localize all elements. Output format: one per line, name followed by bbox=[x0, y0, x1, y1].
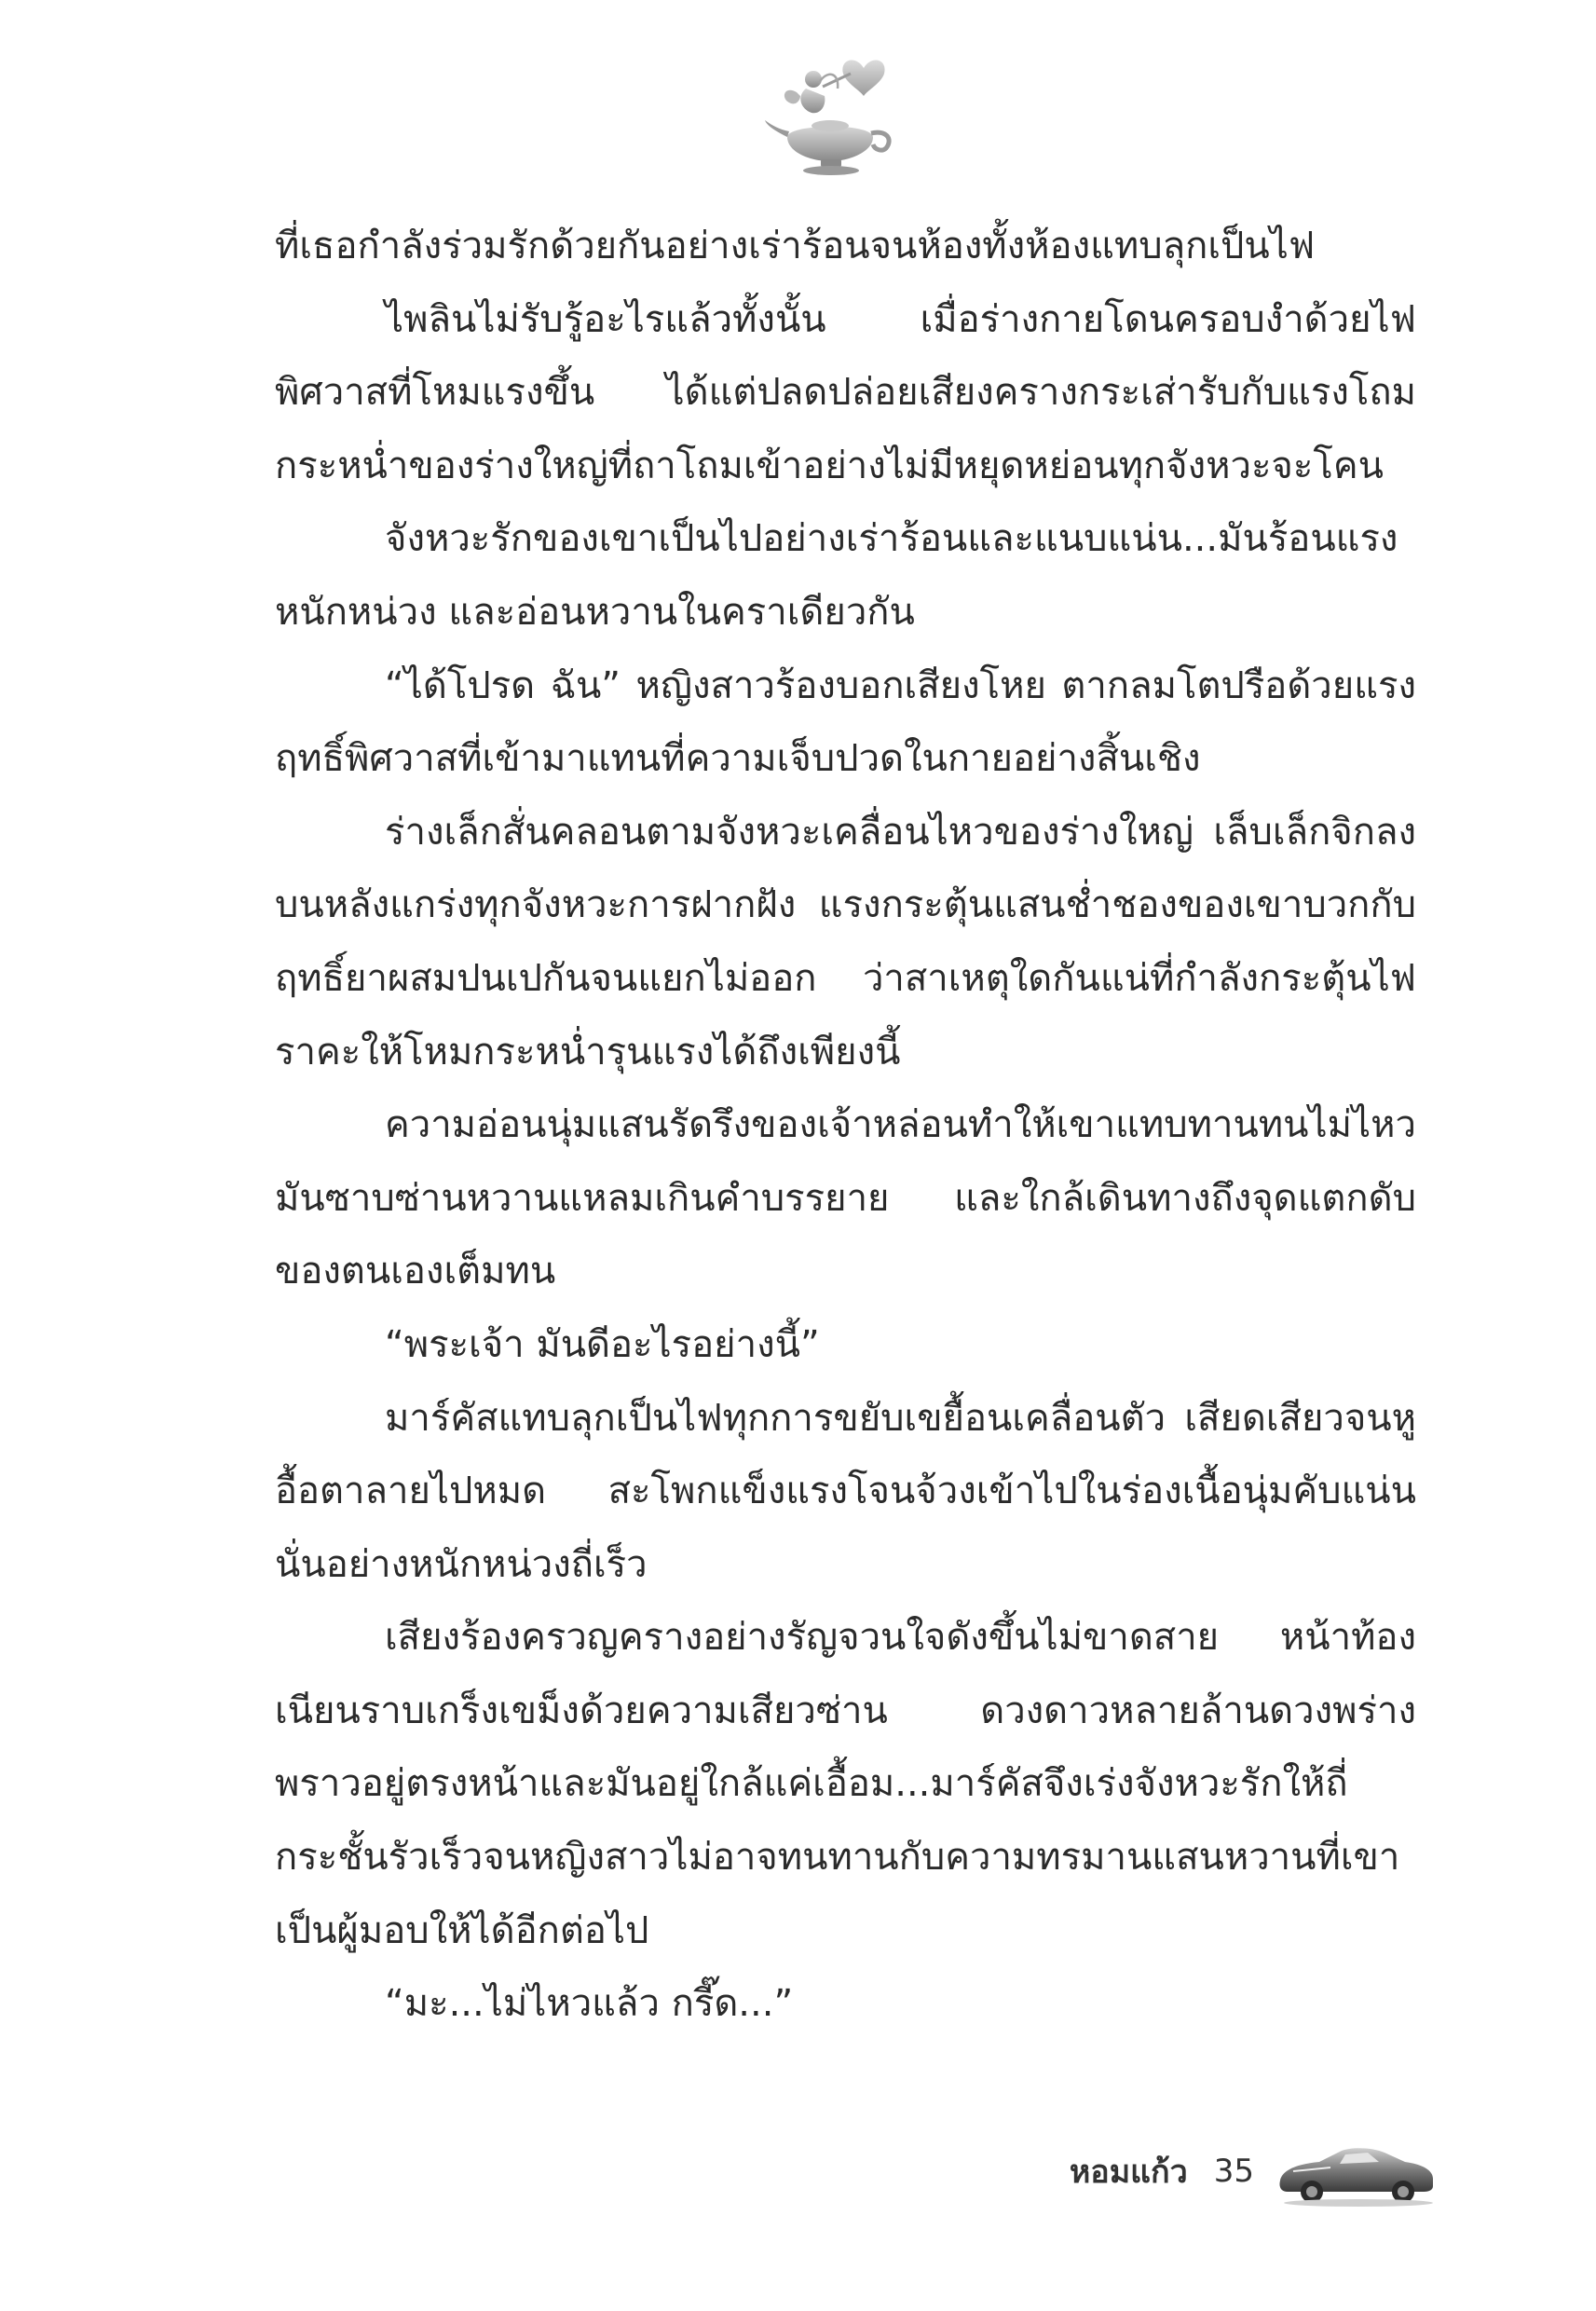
paragraph: “มะ...ไม่ไหวแล้ว กรี๊ด...” bbox=[385, 1982, 794, 2026]
paragraph: จังหวะรักของเขาเป็นไปอย่างเร่าร้อนและแนบแน่น...มันร้อนแรงหนักหน่วง และอ่อนหวานในคราเดียวกัน bbox=[275, 517, 1398, 634]
page-number: 35 bbox=[1213, 2153, 1254, 2190]
paragraph: ร่างเล็กสั่นคลอนตามจังหวะเคลื่อนไหวของร่างใหญ่ เล็บเล็กจิกลงบนหลังแกร่งทุกจังหวะการฝากฝัง แรงกระตุ้นแสนช่ำชองของเขาบวกกับฤทธิ์ยาผสมปนเปกันจนแยกไม่ออก ว่าสาเหตุใดกันแน่ที่กำลังกระตุ้นไฟราคะให้โหมกระหน่ำรุนแรงได้ถึงเพียงนี้ bbox=[275, 810, 1416, 1073]
paragraph: “พระเจ้า มันดีอะไรอย่างนี้” bbox=[385, 1322, 820, 1366]
page-footer bbox=[1070, 2129, 1438, 2213]
paragraph: เสียงร้องครวญครางอย่างรัญจวนใจดังขึ้นไม่ขาดสาย หน้าท้องเนียนราบเกร็งเขม็งด้วยความเสียวซ่าน ดวงดาวหลายล้านดวงพร่างพราวอยู่ตรงหน้าและมันอยู่ใกล้แค่เอื้อม...มาร์คัสจึงเร่งจังหวะรักให้ถี่กระชั้นรัวเร็วจนหญิงสาวไม่อาจทนทานกับความทรมานแสนหวานที่เขาเป็นผู้มอบให้ได้อีกต่อไป bbox=[275, 1616, 1416, 1952]
paragraph: ไพลินไม่รับรู้อะไรแล้วทั้งนั้น เมื่อร่างกายโดนครอบงำด้วยไฟพิศวาสที่โหมแรงขึ้น ได้แต่ปลดปล่อยเสียงครางกระเส่ารับกับแรงโถมกระหน่ำของร่างใหญ่ที่ถาโถมเข้าอย่างไม่มีหยุดหย่อนทุกจังหวะจะโคน bbox=[275, 297, 1416, 487]
cupid-teapot-ornament-icon bbox=[759, 51, 908, 182]
paragraph: “ได้โปรด ฉัน” หญิงสาวร้องบอกเสียงโหย ตากลมโตปรือด้วยแรงฤทธิ์พิศวาสที่เข้ามาแทนที่ความเจ็บปวดในกายอย่างสิ้นเชิง bbox=[275, 663, 1416, 781]
paragraph: ความอ่อนนุ่มแสนรัดรึงของเจ้าหล่อนทำให้เขาแทบทานทนไม่ไหว มันซาบซ่านหวานแหลมเกินคำบรรยาย และใกล้เดินทางถึงจุดแตกดับของตนเองเต็มทน bbox=[275, 1103, 1416, 1293]
convertible-car-icon bbox=[1275, 2134, 1438, 2208]
author-name: หอมแก้ว bbox=[1069, 2154, 1188, 2191]
body-text bbox=[275, 210, 1416, 2041]
paragraph: มาร์คัสแทบลุกเป็นไฟทุกการขยับเขยื้อนเคลื่อนตัว เสียดเสียวจนหูอื้อตาลายไปหมด สะโพกแข็งแรงโจนจ้วงเข้าไปในร่องเนื้อนุ่มคับแน่นนั่นอย่างหนักหน่วงถี่เร็ว bbox=[275, 1396, 1416, 1586]
paragraph: ที่เธอกำลังร่วมรักด้วยกันอย่างเร่าร้อนจนห้องทั้งห้องแทบลุกเป็นไฟ bbox=[275, 225, 1316, 267]
